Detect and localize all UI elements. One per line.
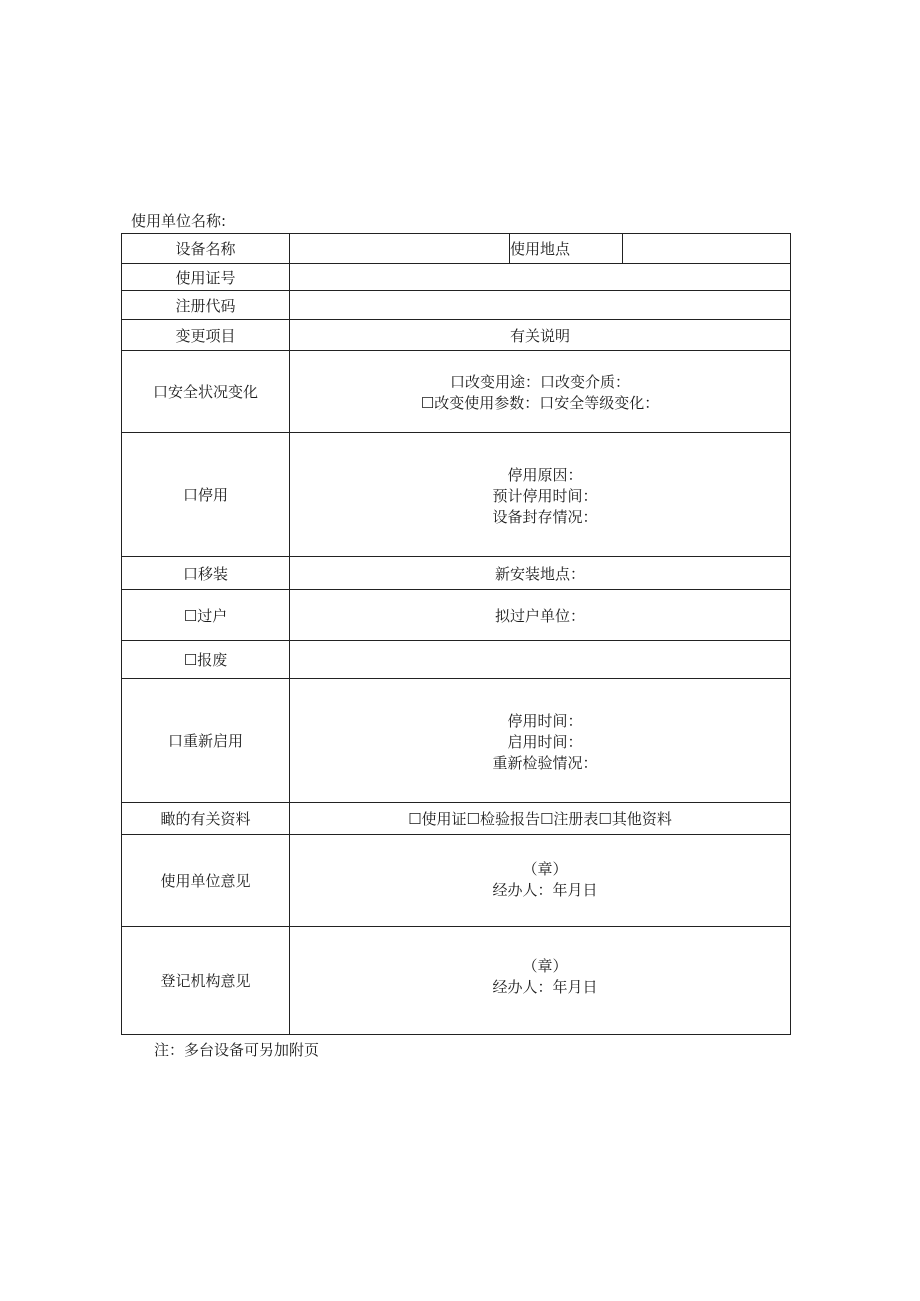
safety-line-2[interactable]: ☐改变使用参数：口安全等级变化：	[420, 394, 660, 412]
user-opinion-label: 使用单位意见	[122, 835, 290, 927]
safety-change-option[interactable]: 口安全状况变化	[122, 351, 290, 433]
related-desc-header: 有关说明	[290, 320, 791, 351]
move-option[interactable]: 口移装	[122, 557, 290, 590]
restart-reinspect: 重新检验情况：	[492, 753, 598, 772]
stop-reason: 停用原因：	[507, 465, 583, 484]
registrar-opinion-seal: （章）	[522, 956, 568, 975]
restart-start-time: 启用时间：	[507, 732, 583, 751]
stop-detail	[290, 433, 791, 557]
scrap-option[interactable]: ☐报废	[122, 641, 290, 679]
docs-options[interactable]: ☐使用证☐检验报告☐注册表☐其他资料	[290, 803, 791, 835]
reg-code-field[interactable]	[290, 291, 791, 320]
transfer-option[interactable]: ☐过户	[122, 590, 290, 641]
footer-note: 注：多台设备可另加附页	[154, 1041, 320, 1059]
use-location-text: 使用地点	[510, 240, 571, 258]
stop-sealing: 设备封存情况：	[492, 507, 598, 526]
docs-label: 瞰的有关资料	[122, 803, 290, 835]
user-opinion-detail	[290, 835, 791, 927]
restart-stop-time: 停用时间：	[507, 711, 583, 730]
change-item-header: 变更项目	[122, 320, 290, 351]
registrar-opinion-handler: 经办人：年月日	[492, 977, 598, 996]
stop-expected-time: 预计停用时间：	[492, 486, 598, 505]
stop-option[interactable]: 口停用	[122, 433, 290, 557]
move-new-location: 新安装地点：	[290, 557, 791, 590]
user-opinion-handler: 经办人：年月日	[492, 880, 598, 899]
unit-name-label: 使用单位名称:	[131, 212, 227, 230]
registrar-opinion-label: 登记机构意见	[122, 927, 290, 1035]
registrar-opinion-detail	[290, 927, 791, 1035]
cert-no-label: 使用证号	[122, 264, 290, 291]
safety-change-detail	[290, 351, 791, 433]
restart-detail	[290, 679, 791, 803]
user-opinion-seal: （章）	[522, 859, 568, 878]
use-location-label	[510, 234, 623, 264]
restart-option[interactable]: 口重新启用	[122, 679, 290, 803]
change-registration-form	[121, 233, 791, 1035]
reg-code-label: 注册代码	[122, 291, 290, 320]
use-location-field[interactable]	[623, 234, 791, 264]
device-name-field[interactable]	[290, 234, 510, 264]
safety-line-1[interactable]: 口改变用途：口改变介质：	[449, 373, 630, 391]
device-name-label: 设备名称	[122, 234, 290, 264]
transfer-new-unit: 拟过户单位：	[290, 590, 791, 641]
scrap-detail	[290, 641, 791, 679]
cert-no-field[interactable]	[290, 264, 791, 291]
